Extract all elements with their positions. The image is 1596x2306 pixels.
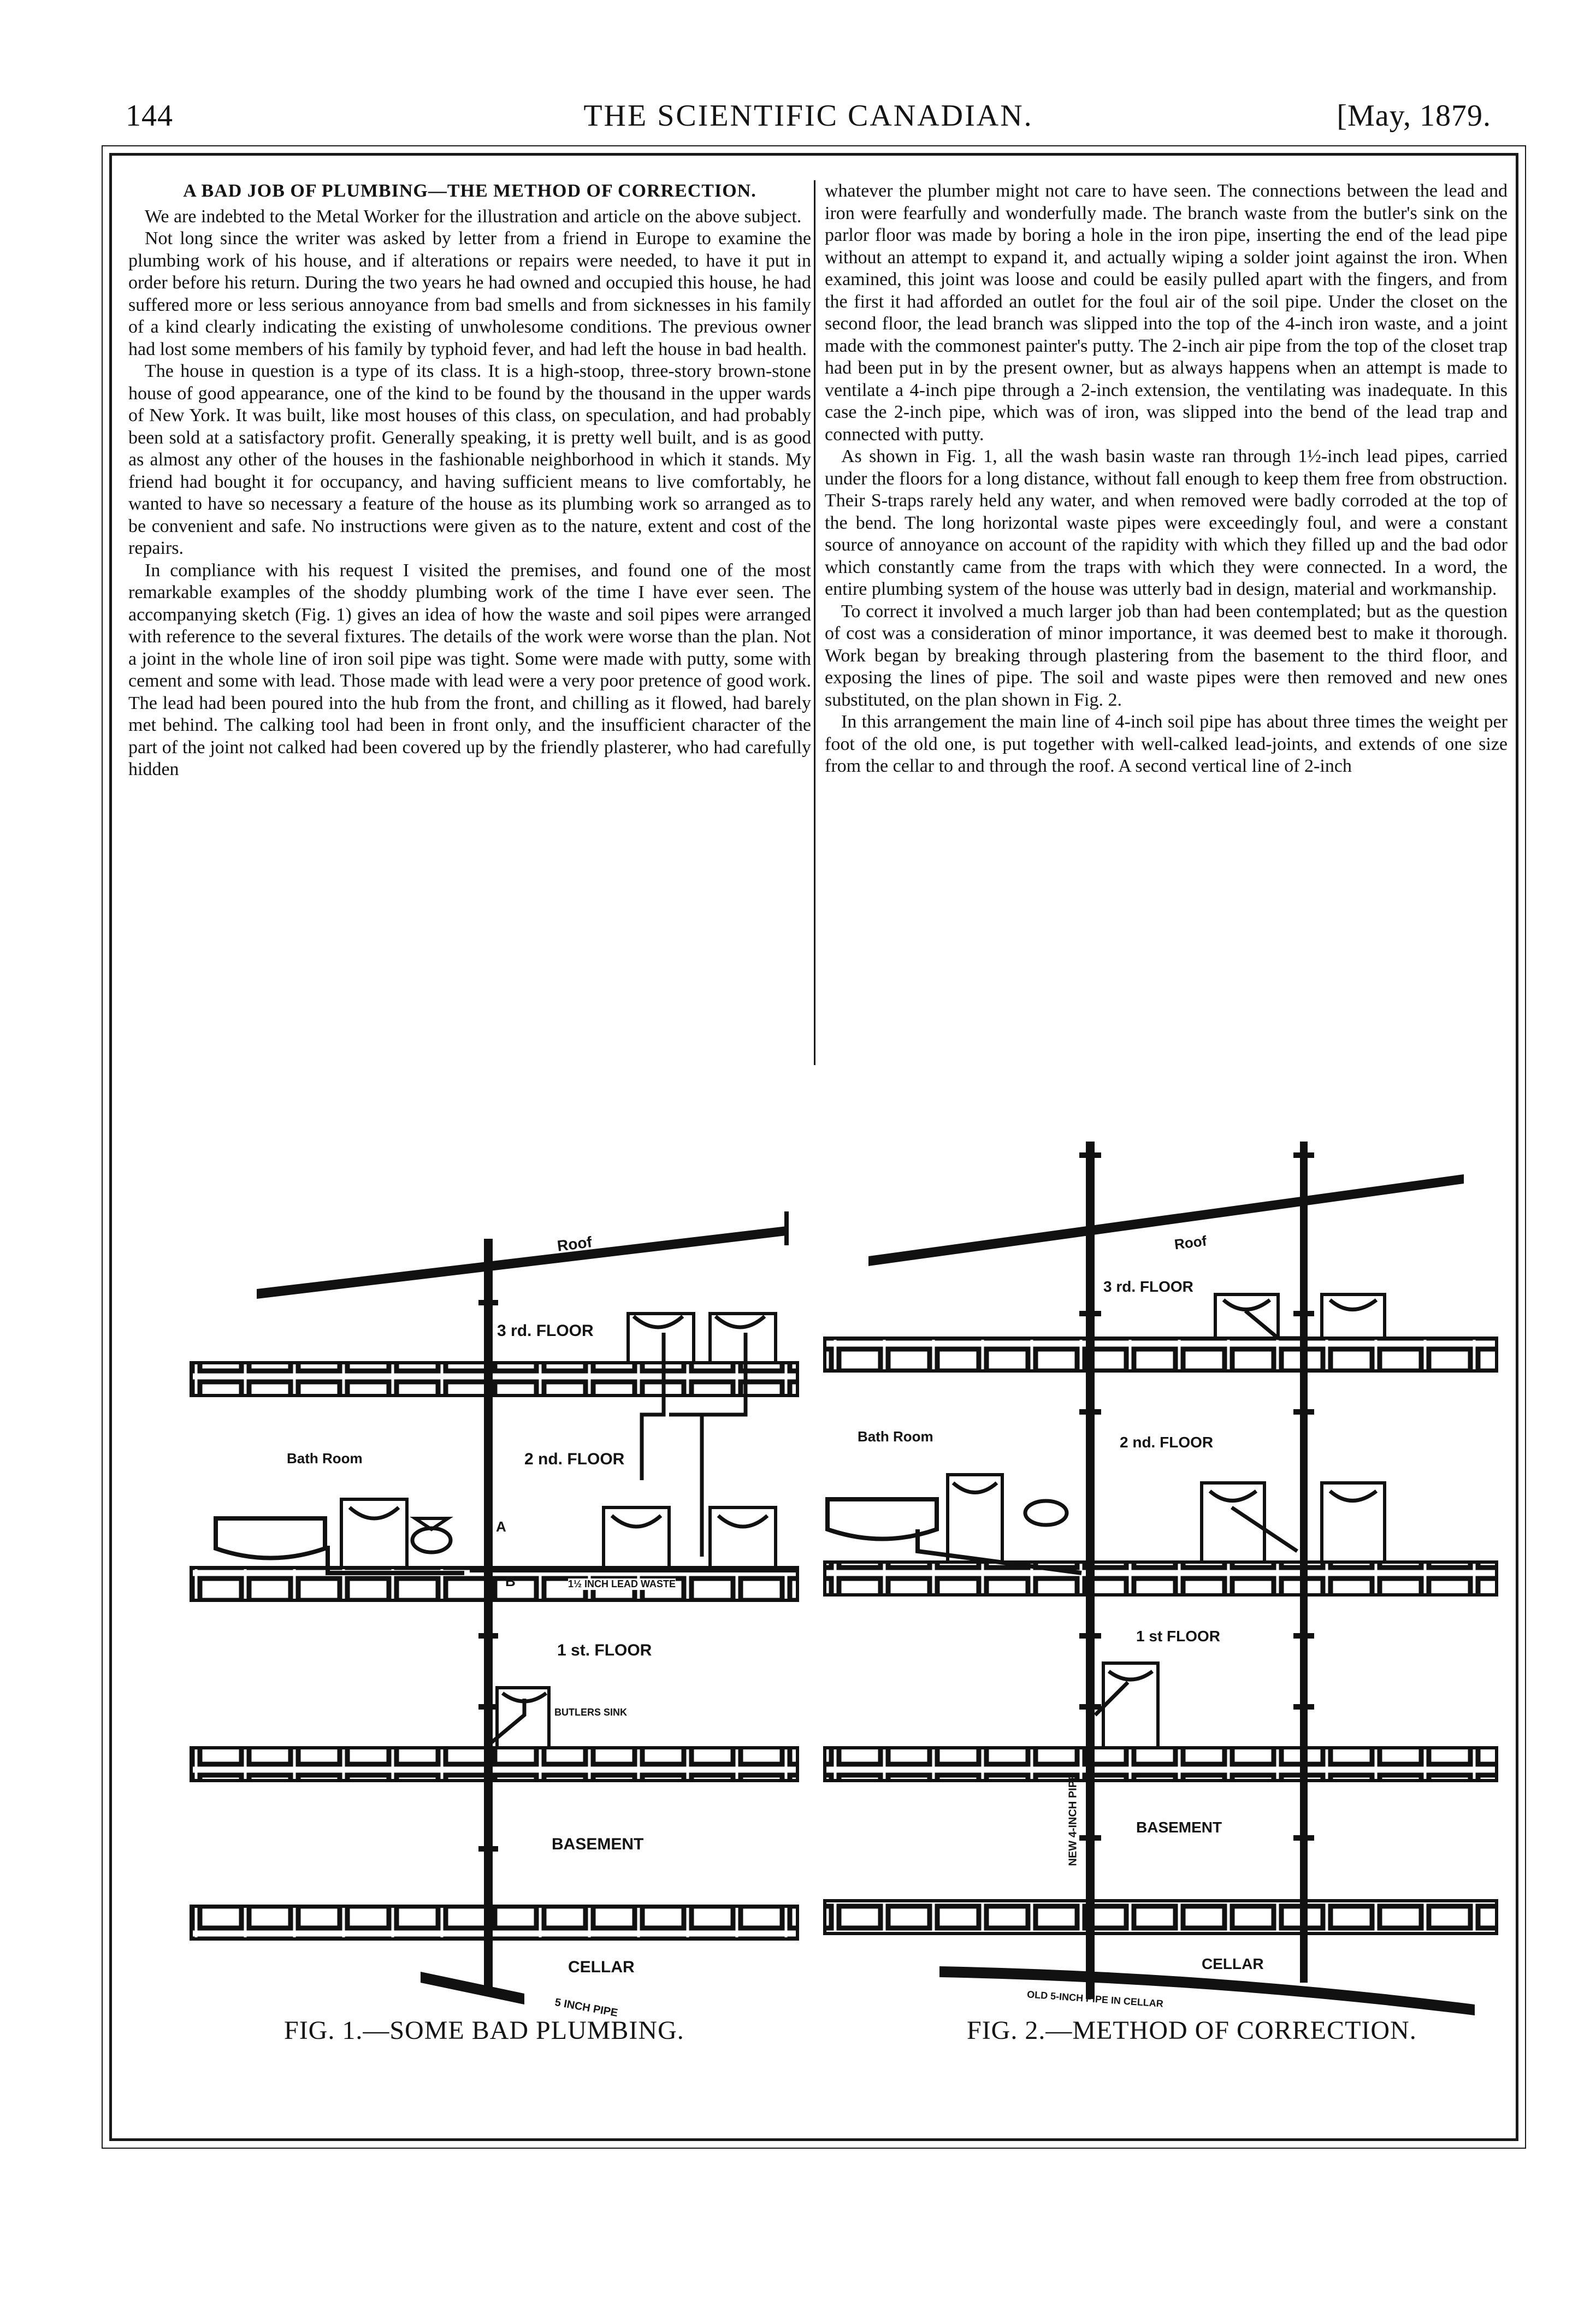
paragraph: In compliance with his request I visited the premises, and found one of the most remarkable examples of the shoddy plumbing work of the time I have ever seen. The accompanying sketch (Fig. 1) gives an idea of how the waste and soil pipes were arranged with reference to the several fixtures. The details of the work were worse than the plan. Not a joint in the whole line of iron soil pipe was tight. Some were made with putty, some with cement and some with lead. Those made with lead were a very poor pretence of good work. The lead had been poured into the hub from the front, and chilling as it flowed, had barely met behind. The calking tool had been in front only, and the insufficient character of the part of the joint not calked had been covered up by the friendly plasterer, who had carefully hidden <box>128 560 811 779</box>
article-heading: A BAD JOB OF PLUMBING—THE METHOD OF CORRECTION. <box>183 181 756 201</box>
bathtub <box>827 1499 937 1539</box>
publication-title: THE SCIENTIFIC CANADIAN. <box>583 99 1033 133</box>
fig2-bath-label: Bath Room <box>858 1428 933 1445</box>
issue-date: [May, 1879. <box>1337 99 1491 133</box>
fig2-floor2-label: 2 nd. FLOOR <box>1120 1434 1214 1451</box>
fig2-oldpipe-label: OLD 5-INCH PIPE IN CELLAR <box>1026 1989 1164 2009</box>
fig1-waste-label: 1½ INCH LEAD WASTE <box>568 1578 676 1589</box>
floor-slab-3 <box>825 1338 1497 1371</box>
paragraph: Not long since the writer was asked by letter from a friend in Europe to examine the plumbing work of his house, and if alterations or repairs were needed, to have it put in order before his return. During the two years he had owned and occupied this house, he had suffered more or less serious annoyance from bad smells and from sicknesses in his family of a kind clearly indicating the existing of unwholesome conditions. The previous owner had lost some members of his family by typhoid fever, and had left the house in bad health. <box>128 228 811 359</box>
figure-2-caption: FIG. 2.—METHOD OF CORRECTION. <box>967 2016 1417 2045</box>
basin-cabinet <box>1322 1483 1385 1562</box>
paragraph: We are indebted to the Metal Worker for the illustration and article on the above subject. <box>145 206 802 227</box>
figure-1-caption: FIG. 1.—SOME BAD PLUMBING. <box>284 2016 684 2045</box>
paragraph: whatever the plumber might not care to have seen. The connections between the lead and iron were fearfully and wonderfully made. The branch waste from the butler's sink on the parlor floor was made by boring a hole in the iron pipe, inserting the end of the lead pipe without an attempt to expand it, and actually wiping a solder joint against the iron. When examined, this joint was loose and could be easily pulled apart with the fingers, and from the first it had afforded an outlet for the foul air of the soil pipe. Under the closet on the second floor, the lead branch was slipped into the top of the 4-inch iron waste, and a joint made with the commonest painter's putty. The 2-inch air pipe from the top of the closet trap had been put in by the present owner, but as always happens when an attempt is made to ventilate a 4-inch pipe through a 2-inch extension, the ventilating was inadequate. In this case the 2-inch pipe, which was of iron, was slipped into the bend of the lead trap and connected with putty. <box>825 181 1508 445</box>
fig2-floor3-label: 3 rd. FLOOR <box>1103 1278 1193 1295</box>
fig1-cellar-label: CELLAR <box>568 1958 635 1976</box>
floor-slab-3 <box>191 1363 797 1396</box>
fig1-basement-label: BASEMENT <box>552 1835 644 1853</box>
figure-2 <box>825 1142 1497 2015</box>
paragraph: To correct it involved a much larger job than had been contemplated; but as the question of cost was a consideration of minor importance, it was deemed best to make it thorough. Work began by breaking through plastering from the basement to the third floor, and exposing the lines of pipe. The soil and waste pipes were then removed and new ones substituted, on the plan shown in Fig. 2. <box>825 601 1508 710</box>
fig2-cellar-label: CELLAR <box>1202 1955 1264 1972</box>
fig1-floor2-label: 2 nd. FLOOR <box>524 1450 625 1468</box>
soil-pipe <box>484 1239 493 1992</box>
fig2-roof-label: Roof <box>1173 1232 1208 1253</box>
fig2-floor1-label: 1 st FLOOR <box>1136 1628 1221 1645</box>
fig1-pipe-label: 5 INCH PIPE <box>554 1996 619 2019</box>
floor-slab-1 <box>825 1748 1497 1781</box>
fig1-b-label: B <box>505 1573 516 1589</box>
fig1-roof-label: Roof <box>556 1233 593 1255</box>
floor-slab-2 <box>825 1562 1497 1595</box>
butlers-sink-cabinet <box>1103 1663 1158 1748</box>
water-closet <box>1025 1501 1067 1525</box>
floor-slab-basement <box>825 1901 1497 1934</box>
fig1-butler-label: BUTLERS SINK <box>554 1707 628 1718</box>
vent-pipe <box>1300 1142 1308 1983</box>
paragraph: In this arrangement the main line of 4-inch soil pipe has about three times the weight per foot of the old one, is put together with well-calked lead-joints, and extends of one size from the cellar to and through the roof. A second vertical line of 2-inch <box>825 712 1508 776</box>
fig1-bath-label: Bath Room <box>287 1450 363 1467</box>
fig1-a-label: A <box>496 1518 506 1535</box>
bathtub <box>216 1518 325 1558</box>
floor-slab-1 <box>191 1748 797 1781</box>
fig2-basement-label: BASEMENT <box>1136 1819 1222 1836</box>
cellar-pipe <box>421 1972 524 2005</box>
fig1-floor1-label: 1 st. FLOOR <box>557 1641 652 1659</box>
fig1-floor3-label: 3 rd. FLOOR <box>497 1322 594 1340</box>
cellar-pipe <box>939 1966 1475 2015</box>
paragraph: The house in question is a type of its class. It is a high-stoop, three-story brown-stone house of good appearance, one of the kind to be found by the thousand in the upper wards of New York. It was built, like most houses of this class, on speculation, and had probably been sold at a satisfactory profit. Generally speaking, it is pretty well built, and is as good as almost any other of the houses in the fashionable neighborhood in which it stands. My friend had bought it for occupancy, and having sufficient means to live comfortably, he wanted to have so necessary a feature of the house as its plumbing work so arranged as to be convenient and safe. No instructions were given as to the nature, extent and cost of the repairs. <box>128 361 811 558</box>
roof-line <box>257 1226 787 1299</box>
figure-1 <box>191 1211 797 2005</box>
new-soil-pipe <box>1086 1142 1095 1999</box>
roof-line <box>868 1174 1464 1266</box>
fig2-newpipe-label: NEW 4-INCH PIPE <box>1067 1773 1079 1866</box>
page-number: 144 <box>126 99 173 133</box>
floor-slab-basement <box>191 1906 797 1939</box>
paragraph: As shown in Fig. 1, all the wash basin waste ran through 1½-inch lead pipes, carried under the floors for a long distance, without fall enough to keep them free from obstruction. Their S-traps rarely held any water, and when removed were badly corroded at the top of the bend. The long horizontal waste pipes were exceedingly foul, and were a constant source of annoyance on account of the rapidity with which they filled up and the bad odor which constantly came from the traps with which they were connected. In a word, the entire plumbing system of the house was utterly bad in design, material and workmanship. <box>825 446 1508 599</box>
water-closet <box>412 1528 451 1552</box>
basin-cabinet <box>948 1475 1002 1562</box>
